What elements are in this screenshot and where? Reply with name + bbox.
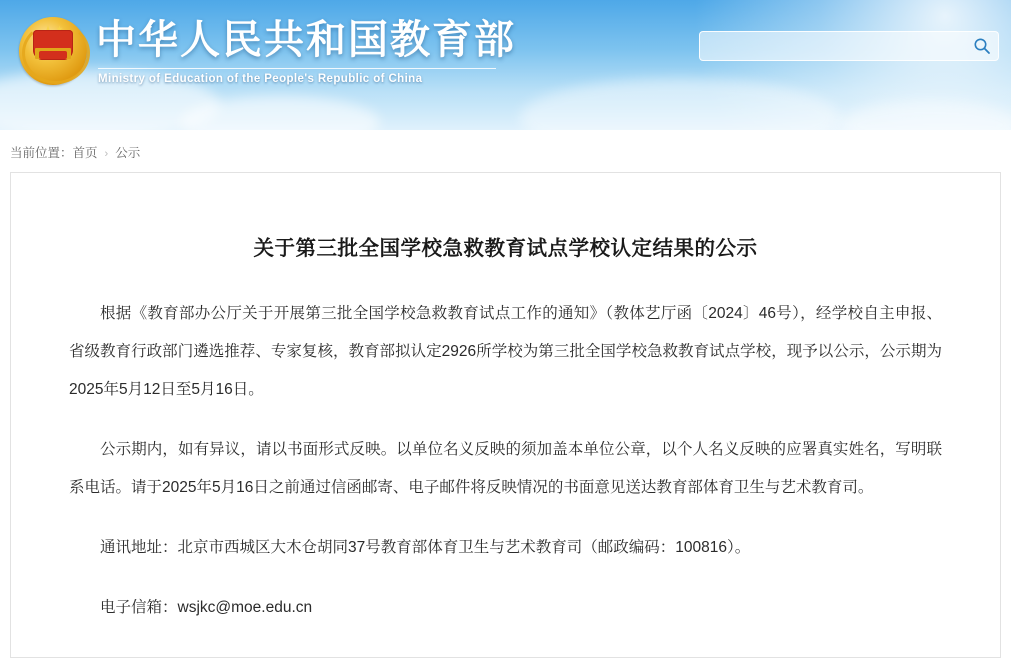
breadcrumb-item-notice[interactable]: 公示 [115, 146, 141, 160]
site-title-block [96, 16, 516, 85]
cloud-decoration [840, 100, 1011, 130]
document-paragraph: 公示期内，如有异议，请以书面形式反映。以单位名义反映的须加盖本单位公章，以个人名义反映的应署真实姓名，写明联系电话。请于2025年5月16日之前通过信函邮寄、电子邮件将反映情况的书面意见送达教育部体育卫生与艺术教育司。 [69, 441, 942, 496]
search-icon [973, 37, 991, 55]
document-body [69, 295, 942, 627]
breadcrumb-item-home[interactable]: 首页 [72, 146, 98, 160]
site-header [0, 0, 1011, 130]
document-title: 关于第三批全国学校急救教育试点学校认定结果的公示 [253, 238, 758, 260]
document-card [10, 172, 1001, 658]
breadcrumb [0, 130, 1011, 172]
document-paragraph-email: 电子信箱：wsjkc@moe.edu.cn [100, 599, 313, 616]
national-emblem-icon [16, 14, 90, 88]
search-input[interactable] [710, 32, 966, 62]
document-paragraph: 根据《教育部办公厅关于开展第三批全国学校急救教育试点工作的通知》（教体艺厅函〔2024〕46号），经学校自主申报、省级教育行政部门遴选推荐、专家复核，教育部拟认定2926所学校为第三批全国学校急救教育试点学校，现予以公示，公示期为2025年5月12日至5月16日。 [69, 305, 942, 398]
breadcrumb-separator-icon: › [104, 148, 109, 160]
breadcrumb-label: 当前位置： [10, 146, 73, 160]
document-paragraph-address: 通讯地址：北京市西城区大木仓胡同37号教育部体育卫生与艺术教育司（邮政编码：100816）。 [100, 539, 751, 556]
cloud-decoration [520, 78, 840, 130]
site-title-en: Ministry of Education of the People's Republic of China [98, 68, 496, 85]
search-button[interactable] [970, 35, 994, 57]
site-title-cn: 中华人民共和国教育部 [96, 17, 516, 62]
search-box[interactable] [699, 31, 999, 61]
